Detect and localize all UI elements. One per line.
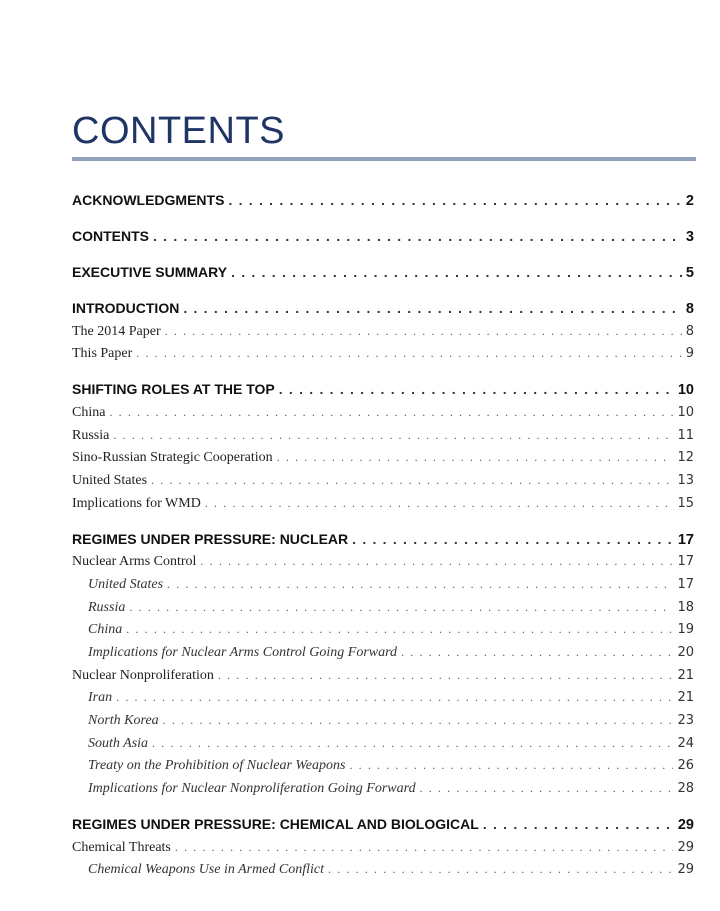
toc-leader-dots — [205, 496, 674, 511]
toc-entry-label: Chemical Threats — [72, 840, 171, 855]
toc-entry-label: CONTENTS — [72, 228, 149, 244]
toc-leader-dots — [352, 531, 674, 547]
toc-entry[interactable] — [88, 600, 694, 616]
toc-leader-dots — [200, 554, 673, 569]
toc-page-number: 12 — [677, 450, 694, 465]
toc-page-number: 19 — [677, 622, 694, 637]
toc-entry-label: This Paper — [72, 346, 133, 361]
toc-entry-label: South Asia — [88, 736, 149, 751]
toc-entry-label: Sino-Russian Strategic Cooperation — [72, 450, 273, 465]
toc-leader-dots — [279, 381, 674, 397]
toc-leader-dots — [136, 346, 681, 361]
toc-page-number: 5 — [685, 265, 694, 281]
toc-entry-label: United States — [88, 577, 164, 592]
toc-entry[interactable] — [72, 264, 694, 281]
toc-entry[interactable] — [72, 324, 694, 340]
toc-entry[interactable] — [72, 428, 694, 444]
toc-entry-label: The 2014 Paper — [72, 324, 161, 339]
toc-page-number: 17 — [677, 532, 694, 548]
toc-page-number: 17 — [677, 577, 694, 592]
toc-leader-dots — [109, 405, 673, 420]
toc-entry-label: Implications for Nuclear Nonproliferation Going Forward — [88, 781, 416, 796]
toc-entry-label: Nuclear Arms Control — [72, 554, 197, 569]
toc-entry-label: ACKNOWLEDGMENTS — [72, 192, 225, 208]
toc-page-number: 23 — [677, 713, 694, 728]
toc-entry[interactable] — [88, 690, 694, 706]
toc-entry[interactable] — [72, 192, 694, 209]
toc-leader-dots — [328, 862, 673, 877]
toc-page-number: 20 — [677, 645, 694, 660]
toc-page-number: 21 — [677, 690, 694, 705]
toc-leader-dots — [483, 816, 674, 832]
toc-page-number: 2 — [685, 193, 694, 209]
toc-leader-dots — [165, 324, 682, 339]
toc-leader-dots — [116, 690, 673, 705]
toc-entry[interactable] — [72, 473, 694, 489]
toc-entry[interactable] — [88, 758, 694, 774]
toc-entry-label: Russia — [72, 428, 110, 443]
page-title: CONTENTS — [72, 110, 285, 152]
toc-page-number: 10 — [677, 405, 694, 420]
toc-entry-label: Nuclear Nonproliferation — [72, 668, 214, 683]
toc-leader-dots — [401, 645, 673, 660]
toc-entry[interactable] — [72, 554, 694, 570]
toc-page-number: 21 — [677, 668, 694, 683]
toc-page-number: 10 — [677, 382, 694, 398]
toc-entry-label: Implications for WMD — [72, 496, 201, 511]
toc-entry[interactable] — [88, 862, 694, 878]
title-divider — [72, 157, 696, 161]
toc-entry-label: China — [72, 405, 106, 420]
toc-entry[interactable] — [72, 300, 694, 317]
toc-entry[interactable] — [72, 531, 694, 548]
toc-entry[interactable] — [88, 713, 694, 729]
toc-leader-dots — [349, 758, 673, 773]
toc-leader-dots — [126, 622, 673, 637]
toc-entry[interactable] — [72, 228, 694, 245]
toc-entry[interactable] — [88, 736, 694, 752]
toc-entry[interactable] — [72, 405, 694, 421]
toc-page-number: 26 — [677, 758, 694, 773]
toc-entry-label: INTRODUCTION — [72, 300, 180, 316]
toc-entry-label: REGIMES UNDER PRESSURE: NUCLEAR — [72, 531, 349, 547]
toc-page-number: 28 — [677, 781, 694, 796]
toc-page-number: 8 — [685, 301, 694, 317]
toc-entry-label: EXECUTIVE SUMMARY — [72, 264, 228, 280]
toc-page-number: 13 — [677, 473, 694, 488]
toc-leader-dots — [153, 228, 682, 244]
toc-leader-dots — [277, 450, 674, 465]
toc-entry-label: Russia — [88, 600, 126, 615]
toc-entry-label: North Korea — [88, 713, 159, 728]
toc-entry[interactable] — [72, 816, 694, 833]
toc-leader-dots — [218, 668, 674, 683]
toc-page-number: 9 — [685, 346, 694, 361]
toc-entry-label: Treaty on the Prohibition of Nuclear Weapons — [88, 758, 346, 773]
toc-leader-dots — [420, 781, 674, 796]
toc-entry[interactable] — [88, 577, 694, 593]
toc-entry[interactable] — [72, 496, 694, 512]
toc-leader-dots — [231, 264, 682, 280]
toc-entry-label: REGIMES UNDER PRESSURE: CHEMICAL AND BIOLOGICAL — [72, 816, 479, 832]
toc-entry[interactable] — [72, 450, 694, 466]
toc-leader-dots — [163, 713, 674, 728]
toc-entry-label: China — [88, 622, 123, 637]
toc-leader-dots — [129, 600, 673, 615]
toc-entry-label: SHIFTING ROLES AT THE TOP — [72, 381, 275, 397]
toc-page-number: 3 — [685, 229, 694, 245]
toc-entry-label: Iran — [88, 690, 113, 705]
toc-page-number: 15 — [677, 496, 694, 511]
toc-leader-dots — [152, 736, 673, 751]
toc-entry[interactable] — [72, 346, 694, 362]
toc-entry[interactable] — [88, 781, 694, 797]
toc-entry-label: Implications for Nuclear Arms Control Going Forward — [88, 645, 398, 660]
toc-entry[interactable] — [72, 668, 694, 684]
toc-page-number: 11 — [677, 428, 694, 443]
toc-entry[interactable] — [72, 381, 694, 398]
toc-entry[interactable] — [72, 840, 694, 856]
toc-page-number: 29 — [677, 817, 694, 833]
toc-entry[interactable] — [88, 645, 694, 661]
toc-entry[interactable] — [88, 622, 694, 638]
toc-leader-dots — [151, 473, 673, 488]
toc-entry-label: Chemical Weapons Use in Armed Conflict — [88, 862, 325, 877]
toc-leader-dots — [228, 192, 681, 208]
toc-leader-dots — [113, 428, 673, 443]
toc-entry-label: United States — [72, 473, 148, 488]
toc-page-number: 18 — [677, 600, 694, 615]
toc-page-number: 24 — [677, 736, 694, 751]
toc-page-number: 8 — [685, 324, 694, 339]
toc-page-number: 17 — [677, 554, 694, 569]
toc-page-number: 29 — [677, 840, 694, 855]
toc-page-number: 29 — [677, 862, 694, 877]
toc-leader-dots — [167, 577, 673, 592]
toc-leader-dots — [183, 300, 682, 316]
toc-leader-dots — [175, 840, 674, 855]
